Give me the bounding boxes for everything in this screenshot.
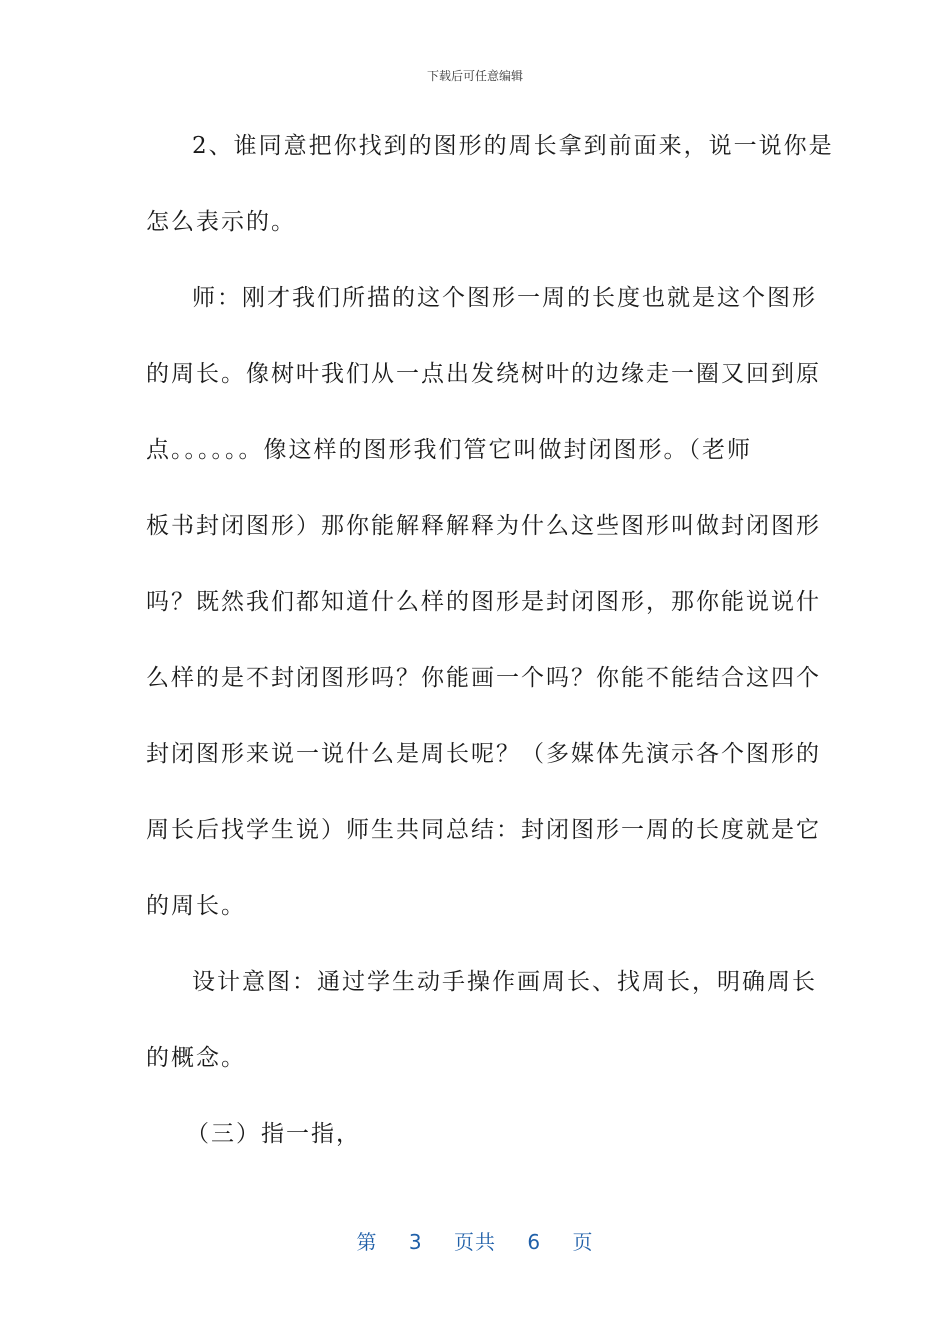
text-line: 设计意图：通过学生动手操作画周长、找周长，明确周长	[192, 969, 817, 995]
section-heading: （三）指一指，	[186, 1121, 361, 1147]
text-line: 封闭图形来说一说什么是周长呢？（多媒体先演示各个图形的	[146, 741, 821, 767]
page-header: 下载后可任意编辑	[426, 69, 523, 83]
page-footer	[0, 1226, 950, 1255]
document-body	[146, 108, 834, 1172]
text-line: 的周长。像树叶我们从一点出发绕树叶的边缘走一圈又回到原	[146, 361, 821, 387]
text-line: 周长后找学生说）师生共同总结：封闭图形一周的长度就是它	[146, 817, 821, 843]
text-line: 点。。。。。。像这样的图形我们管它叫做封闭图形。（老师	[146, 437, 752, 463]
text-line: 的周长。	[146, 893, 246, 919]
text-line: 板书封闭图形）那你能解释解释为什么这些图形叫做封闭图形	[146, 513, 821, 539]
text-line: 么样的是不封闭图形吗？你能画一个吗？你能不能结合这四个	[146, 665, 821, 691]
total-pages-number: 6	[527, 1230, 542, 1254]
current-page-number: 3	[408, 1230, 423, 1254]
text-line: 怎么表示的。	[146, 209, 296, 235]
text-line: 的概念。	[146, 1045, 246, 1071]
page-suffix: 页	[572, 1230, 594, 1254]
text-line: 师：刚才我们所描的这个图形一周的长度也就是这个图形	[192, 285, 817, 311]
page-prefix: 第	[356, 1230, 378, 1254]
text-line: 2、谁同意把你找到的图形的周长拿到前面来，说一说你是	[192, 133, 834, 159]
text-line: 吗？既然我们都知道什么样的图形是封闭图形，那你能说说什	[146, 589, 821, 615]
page-mid: 页共	[454, 1230, 496, 1254]
